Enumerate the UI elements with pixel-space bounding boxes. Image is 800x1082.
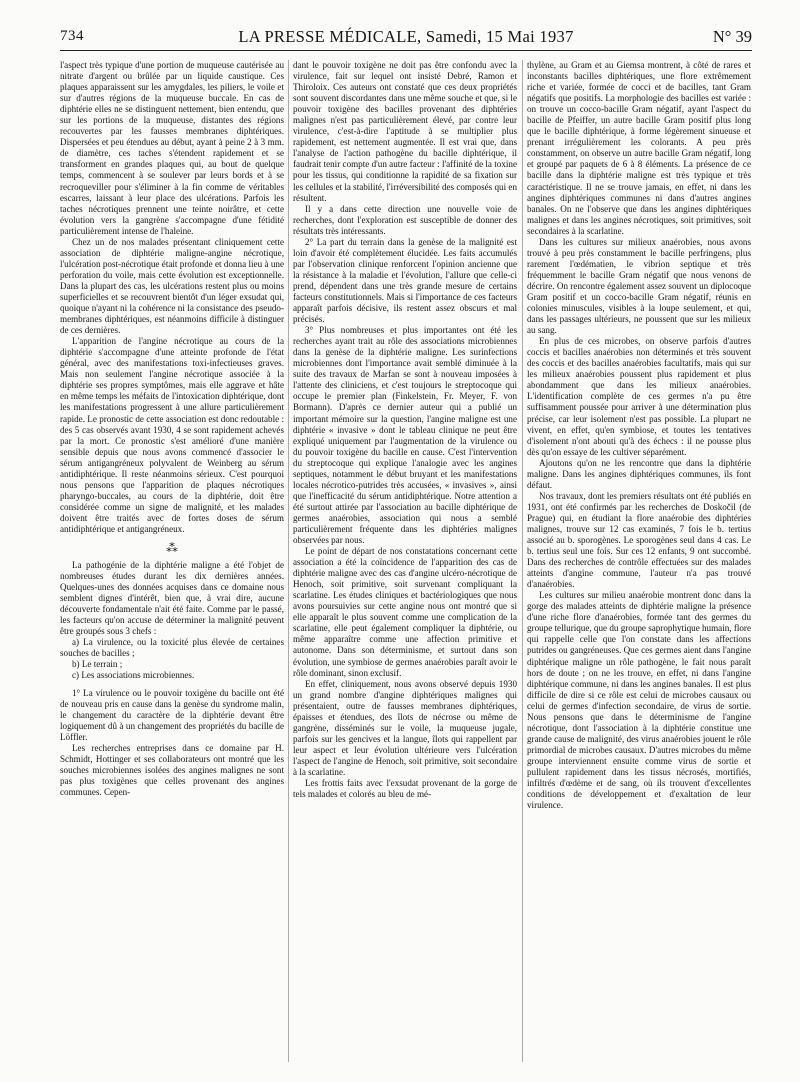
paragraph: 2° La part du terrain dans la genèse de la malignité est loin d'avoir été complètement élucidée. Les faits accumulés par l'observation clinique renforcent l'opinion ancienne que la résistance à la maladie et l'évolution, l'allure que celle-ci prend, dépendent dans une très grande mesure de certains facteurs constitutionnels. Mais si l'importance de ces facteurs apparaît parfois décisive, ils restent assez obscurs et mal précisés. xyxy=(293,236,517,325)
paragraph: Nos travaux, dont les premiers résultats ont été publiés en 1931, ont été confirmés par les recherches de Doskočil (de Prague) qui, en étudiant la flore anaérobie des diphtéries malignes, trouve sur 12 cas examinés, 7 fois le b. tertius associé au b. sporogènes. Le sporogènes seul dans 4 cas. Le b. tertius seul une fois. Sur ces 12 enfants, 9 ont succombé. Dans des recherches de contrôle effectuées sur des malades atteints d'angine commune, l'auteur n'a pas trouvé d'anaérobies. xyxy=(527,490,751,590)
page-number: 734 xyxy=(60,28,84,44)
list-item: c) Les associations microbiennes. xyxy=(72,670,195,681)
paragraph: Le point de départ de nos constatations concernant cette association a été la coïncidence de l'apparition des cas de diphtérie maligne avec des cas d'angine ulcéro-nécrotique de Henoch, soit primitive, soit survenant compliquant la scarlatine. Les études cliniques et bactériologiques que nous avons poursuivies sur cette angine nous ont montré que si elle apparaît le plus souvent comme une complication de la scarlatine, elle peut également compliquer la diphtérie, ou même apparaître comme une affection primitive et autonome. Dans son déterminisme, et surtout dans son évolution, une symbiose de germes anaérobies paraît avoir le rôle dominant, sinon exclusif. xyxy=(293,546,517,678)
paragraph: 3° Plus nombreuses et plus importantes ont été les recherches ayant trait au rôle des associations microbiennes dans la genèse de la diphtérie maligne. Les surinfections microbiennes dont l'importance avait semblé diminuée à la suite des travaux de Marfan se sont à nouveau imposées à l'attente des cliniciens, et c'est toujours le streptocoque qui occupe le premier plan (Finkelstein, Fr. Meyer, F. von Bormann). D'après ce dernier auteur qui a publié un important mémoire sur la question, l'angine maligne est une diphtérie « invasive » dont le tableau clinique ne peut être expliqué uniquement par l'augmentation de la virulence ou du pouvoir toxigène du bacille en cause. C'est l'intervention du streptocoque qui explique l'analogie avec les angines septiques, notamment le début bruyant et les manifestations locales nécrotico-putrides très accusées, « invasives », ainsi que l'inefficacité du sérum antidiphtérique. Notre attention a été surtout attirée par l'association au bacille diphtérique de germes anaérobies, association qui nous a semblé particulièrement fréquente dans les diphtéries malignes observées par nous. xyxy=(293,325,517,546)
paragraph: Il y a dans cette direction une nouvelle voie de recherches, dont l'exploration est susceptible de donner des résultats très intéressants. xyxy=(293,203,517,236)
page-header xyxy=(60,26,752,51)
paragraph: thylène, au Gram et au Giemsa montrent, à côté de rares et inconstants bacilles diphtériques, une flore extrêmement riche et variée, formée de cocci et de bacilles, tant Gram négatifs que positifs. La morphologie des bacilles est variée : on trouve un cocco-bacille Gram négatif, ayant l'aspect du bacille de Pfeiffer, un autre bacille Gram positif plus long que le bacille diphtérique, à forme légèrement sinueuse et prenant irrégulièrement les colorants. A peu près constamment, on observe un autre bacille Gram négatif, long et groupé par paquets de 6 à 8 éléments. La présence de ce bacille dans la diphtérie maligne est très typique et très caractéristique. Il ne se trouve jamais, en effet, ni dans les angines diphtériques communes ni dans d'autres angines banales. On ne l'observe que dans les angines diphtériques malignes et dans les angines nécrotiques, soit primitives, soit secondaires à la scarlatine. xyxy=(527,60,751,236)
section-separator: ⁂ xyxy=(166,541,178,556)
list-item: a) La virulence, ou la toxicité plus élevée de certaines souches de bacilles ; xyxy=(60,637,284,659)
column-2 xyxy=(293,60,517,800)
column-3 xyxy=(527,60,751,811)
paragraph: Les frottis faits avec l'exsudat provenant de la gorge de tels malades et colorés au bleu de mé- xyxy=(293,778,517,800)
paragraph: En effet, cliniquement, nous avons observé depuis 1930 un grand nombre d'angine diphtériques malignes qui présentaient, outre de fausses membranes diphtériques, épaisses et étendues, des îlots de nécrose ou même de gangrène, disséminés sur le voile, la muqueuse jugale, parfois sur les gencives et la langue, îlots qui rappellent par leur aspect et leur évolution ultérieure vers l'ulcération l'aspect de l'angine de Henoch, soit primitive, soit secondaire à la scarlatine. xyxy=(293,678,517,777)
paragraph: Dans les cultures sur milieux anaérobies, nous avons trouvé à peu près constamment le bacille perfringens, plus rarement l'œdématien, le vibrion septique et très fréquemment le bacille Gram négatif que nous venons de décrire. On rencontre également assez souvent un diplocoque Gram positif et un cocco-bacille Gram négatif, réunis en colonies minuscules, visibles à la loupe seulement, et qui, dans les passages ultérieurs, ne poussent que sur les milieux au sang. xyxy=(527,236,751,336)
column-divider xyxy=(288,60,289,1062)
paragraph: Les recherches entreprises dans ce domaine par H. Schmidt, Hottinger et ses collaborateurs ont montré que les souches microbiennes isolées des angines malignes ne sont pas plus toxigènes que celles provenant des angines communes. Cepen- xyxy=(60,742,284,797)
paragraph: L'apparition de l'angine nécrotique au cours de la diphtérie s'accompagne d'une atteinte profonde de l'état général, avec des manifestations toxi-infectieuses graves. Mais non seulement l'angine nécrotique associée à la diphtérie ses propres symptômes, mais elle aggrave et hâte en même temps les méfaits de l'intoxication diphtérique, dont les manifestations progressent à une allure particulièrement rapide. Le pronostic de cette association est donc redoutable : des 5 cas observés avant 1930, 4 se sont rapidement achevés par la mort. Ce pronostic s'est amélioré d'une manière sensible depuis que nous avons commencé d'associer le sérum antigangréneux polyvalent de Weinberg au sérum antidiphtérique. Il reste néanmoins sérieux. C'est pourquoi nous pensons que l'apparition de plaques nécrotiques pharyngo-buccales, au cours de la diphtérie, doit être considérée comme un signe de malignité, et les malades doivent être traités avec de fortes doses de sérum antidiphtérique et antigangréneux. xyxy=(60,336,284,534)
list-item: b) Le terrain ; xyxy=(72,659,123,670)
paragraph: Ajoutons qu'on ne les rencontre que dans la diphtérie maligne. Dans les angines diphtériques communes, ils font défaut. xyxy=(527,457,751,490)
paragraph: l'aspect très typique d'une portion de muqueuse cautérisée au nitrate d'argent ou brûlée par un liquide caustique. Ces plaques apparaissent sur les amygdales, les piliers, le voile et sur d'autres régions de la muqueuse buccale. En cas de diphtérie elles ne se distinguent nettement, bien entendu, que sur les portions de la muqueuse, distantes des régions recouvertes par les fausses membranes diphtériques. Dispersées et peu étendues au début, ayant à peine 2 à 3 mm. de diamètre, ces taches s'étendent rapidement et se transforment en grandes plaques qui, au bout de quelque temps, commencent à se soulever par leurs bords et à se recroqueviller pour s'éliminer à la fin comme de véritables escarres, laissant à leur place des ulcérations. Parfois les taches nécrotiques prennent une teinte noirâtre, et cette évolution vers la gangrène s'accompagne d'une fétidité particulièrement intense de l'haleine. xyxy=(60,60,284,236)
paragraph: 1° La virulence ou le pouvoir toxigène du bacille ont été de nouveau pris en cause dans la genèse du syndrome malin, le changement du caractère de la diphtérie devant être logiquement dû à un changement des propriétés du bacille de Löffler. xyxy=(60,687,284,742)
paragraph: Les cultures sur milieu anaérobie montrent donc dans la gorge des malades atteints de diphtérie maligne la présence d'une riche flore d'anaérobies, formée tant des germes du groupe tellurique, que du groupe saprophytique humain, flore qui rappelle celle que l'on constate dans les affections putrides ou gangréneuses. Que ces germes aient dans l'angine diphtérique maligne un rôle pathogène, le fait nous paraît hors de doute ; on ne les trouve, en effet, ni dans l'angine diphtérique commune, ni dans les angines banales. Il est plus difficile de dire si ce rôle est celui de microbes causaux ou celui de germes d'infection secondaire, de virus de sortie. Nous pensons que dans le déterminisme de l'angine nécrotique, dont l'association à la diphtérie constitue une grande cause de malignité, des virus anaérobies jouent le rôle primordial de microbes causaux. D'autres microbes du même groupe interviennent ensuite comme virus de sortie et pullulent rapidement dans les tissus nécrosés, mortifiés, infiltrés d'œdème et de sang, où ils trouvent d'excellentes conditions de développement et d'exaltation de leur virulence. xyxy=(527,590,752,811)
column-divider xyxy=(522,60,523,1062)
paragraph: Chez un de nos malades présentant cliniquement cette association de diphtérie maligne-angine nécrotique, l'ulcération post-nécrotique était profonde et donna lieu à une perforation du voile, mais cette évolution est exceptionnelle. Dans la plupart des cas, les ulcérations restent plus ou moins superficielles et se recouvrent bientôt d'un léger exsudat qui, quoique n'ayant ni la cohérence ni la consistance des pseudo-membranes diphtériques, est néanmoins difficile à distinguer de ces dernières. xyxy=(60,236,284,336)
journal-title: LA PRESSE MÉDICALE, Samedi, 15 Mai 1937 xyxy=(238,27,574,46)
paragraph: dant le pouvoir toxigène ne doit pas être confondu avec la virulence, fait sur lequel ont insisté Debré, Ramon et Thiroloix. Ces auteurs ont constaté que ces deux propriétés sont souvent discordantes dans une même souche et que, si le pouvoir toxigène des bacilles provenant des diphtéries malignes n'est pas particulièrement élevé, par contre leur virulence, c'est-à-dire l'aptitude à se multiplier plus rapidement, est nettement augmentée. Il est vrai que, dans l'analyse de l'action pathogène du bacille diphtérique, il faudrait tenir compte d'un autre facteur : l'affinité de la toxine pour les tissus, qui conditionne la rapidité de sa fixation sur les cellules et la stabilité, l'irréversibilité des composés qui en résultent. xyxy=(293,60,517,203)
paragraph: En plus de ces microbes, on observe parfois d'autres coccis et bacilles anaérobies non déterminés et très souvent des coccis et des bacilles anaérobies facultatifs, mais qui sur les milieux anaérobies poussent plus rapidement et plus abondamment que dans les milieux anaérobies. L'identification complète de ces germes n'a pu être suffisamment poussée pour arriver à une détermination plus précise, car leur isolement n'est pas possible. La plupart ne vivent, en effet, qu'en symbiose, et toutes les tentatives d'isolement n'ont abouti qu'à des échecs : il ne pousse plus dès qu'on essaye de les cultiver séparément. xyxy=(527,336,751,457)
issue-number: N° 39 xyxy=(712,27,752,46)
paragraph: La pathogénie de la diphtérie maligne a été l'objet de nombreuses études durant les dix dernières années. Quelques-unes des données acquises dans ce domaine nous semblent dignes d'intérêt, bien que, à vrai dire, aucune découverte fondamentale n'ait été faite. Comme par le passé, les facteurs qu'on accuse de déterminer la malignité peuvent être groupés sous 3 chefs : xyxy=(60,560,284,637)
column-1 xyxy=(60,60,284,798)
